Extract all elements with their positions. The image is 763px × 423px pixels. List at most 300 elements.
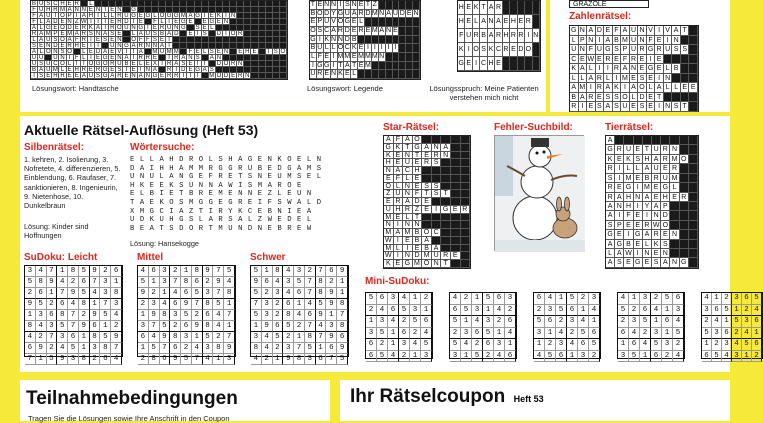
sudoku-cell: 7 — [213, 266, 224, 277]
zahlen-cell: L — [647, 83, 656, 93]
zahlen-cell: S — [596, 102, 605, 112]
crossword1-cell: N — [174, 25, 179, 31]
crossword3-cell — [533, 57, 540, 71]
crossword1-cell: L — [38, 25, 45, 31]
star-cell: B — [422, 245, 432, 253]
crossword1-cell: S — [38, 61, 45, 67]
star-cell — [441, 175, 451, 183]
sudoku-cell: 5 — [100, 310, 111, 321]
zahlen-cell — [689, 93, 698, 103]
crossword1-cell: D — [223, 73, 229, 79]
zahlen-cell: U — [621, 102, 630, 112]
crossword2-cell: M — [371, 9, 378, 17]
crossword1-cell: A — [45, 19, 52, 25]
crossword3-cell: C — [495, 43, 502, 57]
crossword2-cell: I — [393, 44, 400, 53]
crossword1-cell: L — [138, 61, 145, 67]
crossword1-cell: I — [31, 73, 38, 79]
crossword1-cell: E — [159, 37, 166, 43]
sudoku-cell: 9 — [111, 332, 122, 343]
tier-cell: R — [661, 145, 670, 154]
crossword1-cell: G — [95, 61, 101, 67]
star-row — [384, 198, 470, 206]
star-cell — [461, 229, 471, 237]
zahlen-cell: R — [596, 83, 605, 93]
crossword3-cell: I — [473, 57, 480, 71]
star-row — [384, 190, 470, 198]
crossword1-cell: O — [280, 49, 286, 55]
crossword1-cell: A — [95, 25, 102, 31]
tier-cell: N — [670, 258, 679, 267]
sudoku-cell: 7 — [316, 332, 327, 343]
crossword2-cell — [413, 62, 420, 71]
tier-cell: G — [634, 258, 643, 267]
mini-sudoku-cell: 4 — [702, 293, 712, 305]
crossword2-cell: M — [358, 52, 364, 60]
mini-sudoku-cell: 3 — [461, 328, 472, 340]
star-cell: O — [384, 183, 394, 191]
tier-cell: G — [680, 258, 689, 267]
tier-cell: E — [634, 145, 643, 154]
sudoku-cell: 4 — [68, 299, 79, 310]
crossword3-cell: S — [480, 43, 487, 57]
crossword3-cell — [533, 15, 540, 29]
crossword1-cell: A — [138, 49, 145, 55]
tier-cell — [689, 164, 698, 173]
sudoku-cell: 7 — [25, 354, 36, 365]
tier-cell: W — [652, 221, 660, 229]
zahlen-cell: U — [596, 45, 605, 55]
star-cell — [451, 190, 461, 198]
sudoku-cell: 6 — [203, 310, 214, 321]
crossword1-cell: R — [60, 73, 65, 79]
crossword2-cell — [386, 18, 393, 27]
crossword1-cell: E — [109, 19, 116, 25]
sudoku-cell: 8 — [283, 310, 294, 321]
crossword3-cell: U — [465, 29, 472, 43]
mini-sudoku-cell: 5 — [366, 293, 377, 305]
star-grid — [383, 135, 471, 269]
crossword1-cell: N — [223, 19, 229, 25]
sudoku-cell: 3 — [294, 266, 305, 277]
crossword2-cell: G — [310, 35, 316, 43]
tier-row — [606, 145, 698, 154]
mini-sudoku-cell: 2 — [472, 339, 483, 351]
crossword2-cell — [399, 27, 406, 36]
star-cell — [451, 136, 461, 144]
crossword3-row — [458, 1, 540, 15]
zahlen-cell: N — [638, 26, 647, 36]
mini-sudoku-cell: 6 — [505, 316, 516, 328]
star-cell: S — [432, 159, 442, 167]
crossword2-cell: I — [372, 44, 379, 53]
crossword1-cell: E — [109, 55, 116, 61]
sudoku-cell: 1 — [111, 277, 122, 288]
crossword3-cell: R — [518, 29, 525, 43]
crossword1-cell: E — [109, 49, 116, 55]
crossword2-cell: G — [323, 61, 330, 69]
sudoku-cell: 7 — [47, 266, 58, 277]
star-cell: Z — [384, 190, 394, 198]
zahlen-cell — [681, 36, 690, 46]
crossword2-cell — [413, 53, 420, 62]
star-cell — [461, 252, 471, 260]
mini-sudoku-cell: 1 — [461, 351, 472, 363]
crossword2-cell: L — [324, 44, 329, 52]
sudoku-cell: 9 — [192, 321, 203, 332]
tier-row — [606, 221, 698, 230]
crossword1-cell: E — [88, 67, 95, 73]
mini-sudoku-cell: 5 — [567, 293, 578, 305]
sudoku-cell: 5 — [203, 332, 214, 343]
tier-cell: N — [670, 230, 679, 239]
crossword-grid — [457, 0, 541, 72]
crossword2-cell: M — [371, 52, 378, 60]
sudoku-cell: 8 — [90, 332, 101, 343]
crossword1-cell: M — [59, 7, 65, 13]
sudoku-cell: 6 — [181, 321, 192, 332]
star-cell: G — [384, 144, 394, 152]
mini-sudoku-cell: 5 — [629, 351, 640, 363]
tier-cell — [689, 202, 698, 211]
crossword1-cell: E — [74, 73, 81, 79]
zahlen-cell: R — [596, 74, 605, 84]
crossword1-cell: E — [145, 61, 152, 67]
sudoku-cell: 1 — [25, 310, 36, 321]
crossword1-cell: U — [145, 31, 150, 37]
mini-sudoku-cell: 2 — [651, 293, 662, 305]
zahlen-cell: G — [604, 45, 613, 55]
tier-cell: T — [643, 145, 652, 154]
star-cell: L — [403, 214, 413, 222]
tier-cell: S — [652, 258, 661, 267]
mini-sudoku-cell: 2 — [629, 305, 640, 317]
crossword1-cell: G — [102, 55, 108, 61]
sudoku-cell: 2 — [170, 266, 181, 277]
tier-cell: A — [652, 202, 661, 211]
mini-sudoku-cell: 6 — [702, 351, 712, 363]
crossword1-cell: R — [81, 37, 86, 43]
crossword3-row — [458, 29, 540, 43]
zahlen-cell: F — [647, 36, 656, 46]
star-row — [384, 183, 470, 191]
crossword1-cell: D — [67, 25, 72, 31]
mini-sudoku-cell: 4 — [377, 305, 388, 317]
crossword3-cell: L — [473, 15, 480, 29]
zahlen-cell: N — [630, 64, 639, 74]
zahlen-cell: C — [570, 55, 579, 65]
tier-cell: A — [615, 193, 624, 202]
mini-sudoku-cell: 2 — [450, 328, 461, 340]
zahlen-row — [570, 36, 698, 46]
crossword1-cell: E — [59, 19, 66, 25]
zahlen-cell — [672, 93, 681, 103]
star-cell: U — [384, 206, 394, 214]
crossword2-cell: U — [310, 70, 316, 78]
star-cell — [451, 260, 461, 268]
sudoku-cell: 6 — [294, 288, 305, 299]
crossword2-cell: E — [358, 61, 364, 69]
crossword1-cell: U — [110, 43, 115, 49]
sudoku-cell: 3 — [160, 277, 171, 288]
crossword2-cell: N — [379, 9, 385, 17]
crossword1-cell: T — [195, 73, 202, 79]
star-cell: R — [441, 252, 451, 260]
tier-row — [606, 258, 698, 267]
star-cell: T — [403, 144, 413, 152]
crossword1-cell: K — [216, 13, 223, 19]
crossword2-cell — [365, 70, 372, 79]
tier-cell: E — [634, 240, 643, 249]
crossword1-cell: R — [95, 67, 101, 73]
tier-cell: D — [661, 211, 670, 220]
sudoku-cell: 1 — [79, 332, 90, 343]
sudoku-cell: 1 — [79, 343, 90, 354]
crossword1-cell: A — [123, 55, 130, 61]
crossword1-cell: N — [145, 67, 150, 73]
crossword1-cell: M — [180, 13, 186, 19]
crossword3-cell: A — [480, 15, 487, 29]
tier-title: Tierrätsel: — [605, 122, 654, 133]
mini-sudoku-cell: 3 — [578, 351, 589, 363]
crossword1-cell: I — [173, 67, 180, 73]
tier-cell: R — [615, 145, 624, 154]
sudoku-cell: 3 — [224, 354, 235, 365]
zahlen-cell: E — [655, 55, 664, 65]
crossword1-cell: M — [152, 49, 158, 55]
mini-sudoku-cell: 1 — [388, 339, 399, 351]
crossword1-cell: N — [238, 61, 243, 67]
tier-row — [606, 202, 698, 211]
crossword3-cell: K — [488, 43, 495, 57]
zahlen-cell: R — [655, 45, 664, 55]
crossword1-cell: R — [81, 25, 86, 31]
crossword1-cell: N — [223, 49, 229, 55]
crossword1-cell: D — [216, 31, 222, 37]
mini-sudoku-cell: 4 — [629, 328, 640, 340]
zahlen-cell: L — [570, 36, 579, 46]
mini-sudoku-cell: 5 — [589, 339, 600, 351]
tier-cell: M — [624, 174, 633, 183]
mini-sudoku-cell: 4 — [556, 328, 567, 340]
crossword3-cell — [503, 57, 510, 71]
crossword1-cell: E — [159, 73, 166, 79]
crossword1-cell: B — [123, 61, 130, 67]
crossword1-cell: I — [67, 55, 74, 61]
zahlen-cell: A — [579, 93, 588, 103]
star-cell — [461, 175, 471, 183]
star-cell — [422, 175, 432, 183]
sudoku-cell: 6 — [68, 332, 79, 343]
sudoku-cell: 8 — [251, 343, 262, 354]
crossword1-cell: S — [52, 37, 59, 43]
star-cell — [441, 221, 451, 229]
crossword2-cell — [372, 70, 379, 79]
sudoku-cell: 7 — [305, 288, 316, 299]
sudoku-cell: 8 — [224, 288, 235, 299]
crossword1-cell: I — [266, 49, 273, 55]
sudoku-cell: 7 — [213, 288, 224, 299]
zahlen-cell: I — [621, 83, 630, 93]
star-cell: G — [413, 144, 423, 152]
crossword2-cell: N — [337, 35, 343, 43]
star-cell: T — [413, 152, 423, 160]
star-cell — [451, 159, 461, 167]
mini-sudoku-cell: 3 — [618, 351, 629, 363]
zahlen-cell: A — [630, 83, 639, 93]
crossword1-cell: S — [209, 49, 216, 55]
crossword1-cell: O — [67, 49, 72, 55]
zahlen-row — [570, 55, 698, 65]
sudoku-cell: 4 — [36, 321, 47, 332]
star-cell — [461, 144, 471, 152]
sudoku-cell: 3 — [100, 288, 111, 299]
tier-cell: L — [670, 183, 679, 192]
mini-sudoku-cell: 6 — [534, 293, 545, 305]
zahlen-cell: R — [604, 55, 613, 65]
mini-sudoku-cell: 2 — [742, 305, 752, 317]
star-cell: E — [394, 214, 404, 222]
sudoku-cell: 6 — [262, 277, 273, 288]
zahlen-cell: N — [664, 102, 673, 112]
wordsearch-line: X M G C I A Z T I R Y K C E B N I E A — [130, 207, 312, 216]
mini-sudoku-cell: 2 — [618, 316, 629, 328]
sudoku-cell: 2 — [273, 310, 284, 321]
sudoku-cell: 3 — [283, 277, 294, 288]
crossword2-cell — [399, 36, 406, 45]
crossword2-cell: E — [351, 18, 357, 26]
crossword2-cell: U — [324, 18, 330, 26]
crossword1-cell — [259, 73, 266, 79]
sudoku-cell: 5 — [100, 332, 111, 343]
sudoku-cell: 4 — [170, 288, 181, 299]
sudoku-cell: 7 — [160, 343, 171, 354]
sudoku-schwer-title: Schwer — [250, 252, 286, 263]
crossword1-cell: E — [74, 25, 81, 31]
star-cell — [461, 183, 471, 191]
sudoku-cell: 7 — [294, 343, 305, 354]
mini-sudoku-cell: 4 — [640, 339, 651, 351]
tier-cell — [689, 240, 698, 249]
crossword1-cell: R — [159, 25, 165, 31]
crossword2-cell — [413, 18, 420, 27]
crossword1-cell: I — [195, 31, 202, 37]
star-cell — [441, 198, 451, 206]
zahlen-cell: A — [570, 83, 579, 93]
crossword1-cell: B — [31, 67, 38, 73]
zahlen-cell: T — [681, 26, 690, 36]
crossword1-cell: I — [138, 67, 145, 73]
zahlen-cell: L — [587, 64, 596, 74]
tier-cell: O — [661, 221, 670, 230]
tier-cell: R — [652, 174, 661, 183]
crossword1-cell: M — [209, 73, 215, 79]
star-cell — [432, 136, 442, 144]
crossword1-cell: Z — [74, 19, 81, 25]
tier-cell: L — [634, 164, 643, 173]
teilnahme-card — [20, 380, 330, 421]
mini-sudoku-cell: 6 — [366, 339, 377, 351]
tier-cell: F — [624, 211, 633, 220]
sudoku-cell: 9 — [326, 288, 337, 299]
crossword1-cell: R — [110, 61, 115, 67]
zahlen-cell: A — [621, 26, 630, 36]
mini-sudoku-cell: 2 — [461, 293, 472, 305]
crossword3-cell: A — [488, 1, 495, 15]
sudoku-cell: 2 — [273, 343, 284, 354]
sudoku-cell: 1 — [138, 310, 149, 321]
tier-cell: R — [652, 230, 661, 239]
sudoku-cell: 5 — [79, 288, 90, 299]
crossword1-cell: E — [237, 49, 244, 55]
sudoku-cell: 4 — [224, 277, 235, 288]
crossword1-cell: E — [88, 49, 95, 55]
mini-sudoku-cell: 1 — [461, 316, 472, 328]
crossword1-cell: H — [53, 73, 58, 79]
crossword1-cell: I — [74, 13, 81, 19]
star-cell: H — [413, 167, 423, 175]
tier-cell: I — [634, 249, 643, 258]
mini-sudoku-cell: 1 — [578, 305, 589, 317]
crossword1-cell: U — [166, 25, 172, 31]
crossword2-cell: M — [337, 52, 344, 60]
fehler-title: Fehler-Suchbild: — [494, 122, 573, 133]
crossword2-cell — [372, 36, 379, 45]
tier-cell: S — [615, 258, 624, 267]
crossword1-cell: N — [95, 31, 101, 37]
tier-row — [606, 211, 698, 220]
sudoku-cell: 6 — [149, 266, 160, 277]
sudoku-cell: 3 — [326, 321, 337, 332]
zahlen-cell: T — [681, 102, 690, 112]
tier-cell: A — [615, 249, 624, 258]
sudoku-cell: 9 — [79, 321, 90, 332]
mini-sudoku-cell: 1 — [702, 339, 712, 351]
mini-sudoku-cell: 6 — [421, 316, 432, 328]
sudoku-cell: 6 — [337, 332, 348, 343]
sudoku-cell: 4 — [57, 277, 68, 288]
crossword1-cell: B — [159, 31, 166, 37]
star-cell — [461, 159, 471, 167]
sudoku-cell: 7 — [68, 310, 79, 321]
zahlen-cell — [689, 64, 698, 74]
crossword3-cell: H — [458, 15, 465, 29]
sudoku-cell: 7 — [111, 343, 122, 354]
crossword1-cell: S — [116, 67, 123, 73]
sudoku-cell: 5 — [316, 299, 327, 310]
star-cell: H — [384, 159, 394, 167]
snowman-illustration-icon — [495, 136, 585, 252]
crossword1-cell: A — [102, 49, 109, 55]
tier-cell — [689, 145, 698, 154]
sudoku-cell: 1 — [337, 277, 348, 288]
sudoku-cell: 9 — [138, 288, 149, 299]
sudoku-cell: 3 — [100, 277, 111, 288]
tier-cell: E — [652, 193, 661, 202]
crossword1-cell: A — [38, 37, 45, 43]
crossword2-cell — [372, 18, 379, 27]
crossword2-cell: I — [331, 53, 338, 62]
mini-sudoku-cell: 2 — [556, 316, 567, 328]
crossword1-cell: M — [173, 49, 179, 55]
star-cell: L — [403, 175, 413, 183]
mini-sudoku-cell: 3 — [545, 305, 556, 317]
sudoku-cell: 3 — [305, 354, 316, 365]
star-cell — [441, 214, 451, 222]
crossword1-cell: T — [187, 73, 194, 79]
crossword2-cell: N — [331, 70, 337, 78]
mini-sudoku-cell: 1 — [651, 316, 662, 328]
